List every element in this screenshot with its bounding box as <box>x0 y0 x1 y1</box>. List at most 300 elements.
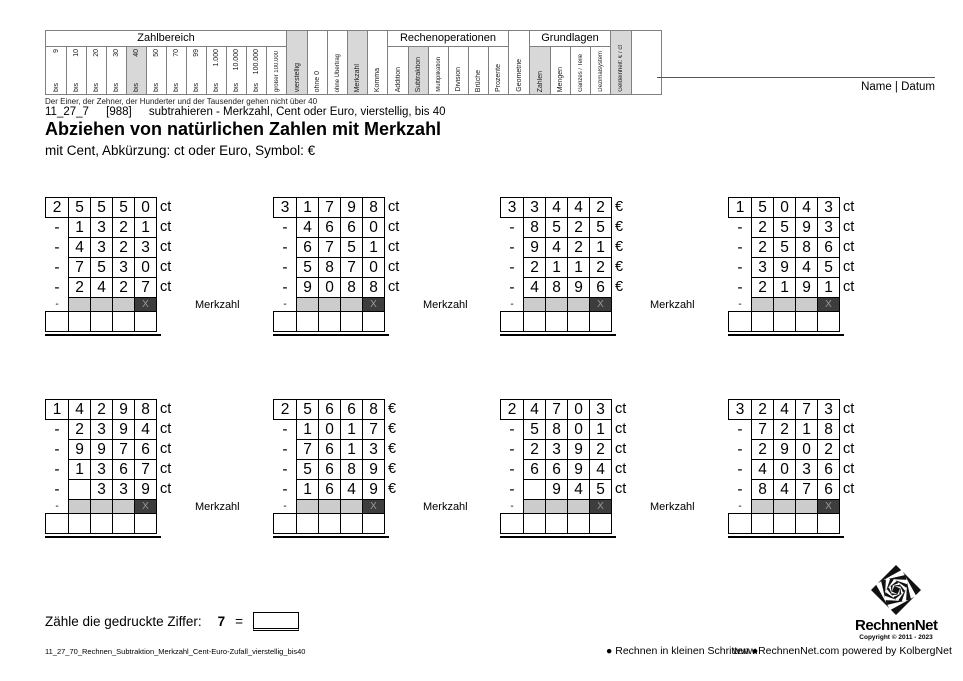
topic-column-bis-70 <box>166 47 186 94</box>
topic-column-label: Addition <box>394 66 402 92</box>
digit-cell: 2 <box>567 217 590 238</box>
merkzahl-cell[interactable] <box>112 297 135 312</box>
minus-sign: - <box>55 299 59 310</box>
merkzahl-cell[interactable] <box>751 297 774 312</box>
topic-columns <box>287 31 387 94</box>
merkzahl-cell[interactable] <box>296 499 319 514</box>
unit-label: € <box>615 219 624 235</box>
result-cell[interactable] <box>795 513 818 534</box>
digit-cell: 0 <box>773 459 796 480</box>
subtraction-problem <box>45 399 271 538</box>
digit-cell: 2 <box>112 217 135 238</box>
subtrahend-row <box>45 237 271 258</box>
digit-cell: 3 <box>817 399 840 420</box>
topic-column-label: bis <box>93 83 100 92</box>
merkzahl-cell[interactable] <box>773 499 796 514</box>
digit-cell: 3 <box>90 459 113 480</box>
result-cell[interactable] <box>523 311 546 332</box>
result-cell[interactable] <box>273 513 297 534</box>
merkzahl-label: Merkzahl <box>423 501 468 513</box>
unit-label: ct <box>843 441 855 457</box>
result-cell[interactable] <box>112 311 135 332</box>
result-cell[interactable] <box>273 311 297 332</box>
digit-cell: 9 <box>134 479 157 500</box>
result-cell[interactable] <box>340 513 363 534</box>
merkzahl-cell[interactable] <box>296 297 319 312</box>
topic-section <box>610 31 661 94</box>
minus-sign: - <box>509 278 515 296</box>
topic-column-addition <box>388 47 408 94</box>
unit-label: € <box>615 239 624 255</box>
merkzahl-cell[interactable] <box>112 499 135 514</box>
unit-label: ct <box>843 461 855 477</box>
digit-cell: 8 <box>817 419 840 440</box>
result-row <box>273 311 499 332</box>
minus-sign: - <box>737 278 743 296</box>
digit-cell: 3 <box>817 217 840 238</box>
digit-cell: 1 <box>362 237 385 258</box>
subtraction-problem <box>273 197 499 336</box>
subtrahend-row <box>273 257 499 278</box>
minuend-row <box>500 399 726 420</box>
topic-section <box>529 31 610 94</box>
digit-cell: 6 <box>318 217 341 238</box>
topic-column-label: bis <box>52 83 60 92</box>
digit-cell: 4 <box>773 479 796 500</box>
topic-column-label: 70 <box>173 49 180 57</box>
digit-cell: 7 <box>795 399 818 420</box>
digit-cell: 4 <box>523 277 546 298</box>
topic-columns <box>388 47 508 94</box>
minus-sign: - <box>509 238 515 256</box>
result-cell[interactable] <box>296 311 319 332</box>
digit-cell: 4 <box>795 257 818 278</box>
digit-cell: 9 <box>112 419 135 440</box>
subtrahend-row <box>728 277 954 298</box>
topic-column-label: Geldeinheit: € / ct <box>618 45 624 92</box>
digit-cell: 9 <box>567 439 590 460</box>
merkzahl-cell[interactable] <box>340 499 363 514</box>
unit-label: ct <box>843 239 855 255</box>
digit-cell: 3 <box>817 197 840 218</box>
result-cell[interactable] <box>567 311 590 332</box>
digit-cell: 0 <box>795 439 818 460</box>
result-cell[interactable] <box>589 311 612 332</box>
digit-cell: 4 <box>545 237 568 258</box>
merkzahl-cell[interactable] <box>68 499 91 514</box>
topic-column-label: bis <box>173 83 180 92</box>
digit-cell: 4 <box>567 479 590 500</box>
subtrahend-row <box>45 439 271 460</box>
digit-cell: 7 <box>134 459 157 480</box>
topic-column-dezimalsystem <box>590 47 610 94</box>
subtrahend-row <box>728 439 954 460</box>
result-cell[interactable] <box>90 513 113 534</box>
result-underline <box>45 536 161 538</box>
unit-label: ct <box>160 259 172 275</box>
minus-sign: - <box>55 501 59 512</box>
subtrahend-row <box>273 277 499 298</box>
digit-cell: 3 <box>362 439 385 460</box>
digit-cell: 5 <box>523 419 546 440</box>
result-cell[interactable] <box>318 311 341 332</box>
merkzahl-cell[interactable] <box>523 297 546 312</box>
result-cell[interactable] <box>134 311 157 332</box>
unit-label: ct <box>388 279 400 295</box>
minus-sign: - <box>509 420 515 438</box>
result-cell[interactable] <box>500 513 524 534</box>
result-cell[interactable] <box>728 513 752 534</box>
topic-column-label: Komma <box>374 67 381 92</box>
merkzahl-label: Merkzahl <box>423 299 468 311</box>
minus-sign: - <box>737 420 743 438</box>
minuend-row <box>273 197 499 218</box>
unit-label: € <box>388 461 397 477</box>
digit-cell: 9 <box>567 459 590 480</box>
merkzahl-cell[interactable] <box>90 297 113 312</box>
rechnennet-logo <box>855 564 937 641</box>
topic-column-label: Prozente <box>495 63 502 92</box>
digit-cell: 6 <box>318 479 341 500</box>
topic-column-bis-10 <box>66 47 86 94</box>
result-cell[interactable] <box>817 311 840 332</box>
merkzahl-label: Merkzahl <box>650 501 695 513</box>
unit-label: ct <box>843 219 855 235</box>
digit-cell: 1 <box>795 419 818 440</box>
digit-cell: 9 <box>773 439 796 460</box>
digit-cell: 4 <box>340 479 363 500</box>
merkzahl-cell[interactable] <box>773 297 796 312</box>
unit-label: € <box>388 421 397 437</box>
unit-label: ct <box>388 259 400 275</box>
count-answer-box[interactable] <box>253 612 299 631</box>
minus-sign: - <box>282 480 288 498</box>
digit-cell: 6 <box>589 277 612 298</box>
digit-cell: 1 <box>45 399 69 420</box>
result-row <box>45 513 271 534</box>
topic-column-label: Mengen <box>557 66 564 92</box>
minus-sign: - <box>54 480 60 498</box>
merkzahl-cell[interactable] <box>545 297 568 312</box>
minus-sign: - <box>282 278 288 296</box>
worksheet-descriptor: subtrahieren - Merkzahl, Cent oder Euro, vierstellig, bis 40 <box>148 106 446 118</box>
topic-column-bis-40 <box>126 47 146 94</box>
minus-sign: - <box>510 299 514 310</box>
result-cell[interactable] <box>795 311 818 332</box>
topic-column-label: Brüche <box>475 69 482 92</box>
count-task-digit: 7 <box>217 613 226 629</box>
merkzahl-cell[interactable] <box>751 499 774 514</box>
digit-cell: 8 <box>545 277 568 298</box>
merkzahl-cell[interactable] <box>795 297 818 312</box>
digit-cell: 0 <box>362 217 385 238</box>
result-cell[interactable] <box>45 311 69 332</box>
topic-column-label: 1.000 <box>213 49 220 67</box>
result-underline <box>45 334 161 336</box>
digit-cell: 6 <box>134 439 157 460</box>
merkzahl-cell[interactable] <box>318 499 341 514</box>
digit-cell: 3 <box>90 479 113 500</box>
minus-sign: - <box>283 299 287 310</box>
digit-cell: 9 <box>90 439 113 460</box>
result-underline <box>500 334 616 336</box>
topic-columns <box>46 47 286 94</box>
digit-cell: 8 <box>318 257 341 278</box>
digit-cell: 3 <box>728 399 752 420</box>
topic-column-label: 50 <box>153 49 160 57</box>
minus-sign: - <box>738 501 742 512</box>
unit-label: ct <box>843 401 855 417</box>
minuend-row <box>500 197 726 218</box>
digit-cell: 6 <box>545 459 568 480</box>
result-cell[interactable] <box>545 513 568 534</box>
unit-label: € <box>615 259 624 275</box>
subtrahend-row <box>45 217 271 238</box>
unit-label: ct <box>843 421 855 437</box>
result-cell[interactable] <box>296 513 319 534</box>
digit-cell: 9 <box>112 399 135 420</box>
digit-cell: 9 <box>296 277 319 298</box>
digit-cell: 2 <box>523 257 546 278</box>
result-row <box>45 311 271 332</box>
result-cell[interactable] <box>90 311 113 332</box>
digit-cell: 5 <box>773 237 796 258</box>
subtrahend-row <box>500 237 726 258</box>
topic-column-label: Multiplikation <box>435 57 442 92</box>
result-cell[interactable] <box>362 311 385 332</box>
merkzahl-cell[interactable] <box>795 499 818 514</box>
merkzahl-cell[interactable] <box>567 297 590 312</box>
merkzahl-cell[interactable] <box>340 297 363 312</box>
digit-cell: 2 <box>112 277 135 298</box>
minuend-row <box>728 399 954 420</box>
digit-cell: 0 <box>567 419 590 440</box>
digit-cell: 4 <box>545 197 568 218</box>
topic-column-ohne-übertrag <box>327 31 347 94</box>
result-cell[interactable] <box>751 513 774 534</box>
digit-cell: 1 <box>589 419 612 440</box>
topic-column-bis-20 <box>86 47 106 94</box>
name-datum-field: Name | Datum <box>657 77 935 93</box>
result-cell[interactable] <box>773 513 796 534</box>
result-cell[interactable] <box>68 311 91 332</box>
topic-column-größer-100-000 <box>266 47 286 94</box>
digit-cell: 1 <box>817 277 840 298</box>
result-cell[interactable] <box>567 513 590 534</box>
digit-cell: 4 <box>523 399 546 420</box>
page-subtitle: mit Cent, Abkürzung: ct oder Euro, Symbol: € <box>45 143 316 158</box>
topic-column-label: ohne 0 <box>314 70 321 92</box>
digit-cell: 4 <box>751 459 774 480</box>
digit-cell: 1 <box>296 419 319 440</box>
subtraction-problem <box>500 197 726 336</box>
topic-column-ohne-0 <box>307 31 327 94</box>
subtraction-problem <box>728 197 954 336</box>
subtrahend-row <box>500 419 726 440</box>
result-cell[interactable] <box>340 311 363 332</box>
digit-cell: 8 <box>545 419 568 440</box>
result-cell[interactable] <box>45 513 69 534</box>
unit-label: ct <box>160 461 172 477</box>
minus-sign: - <box>282 420 288 438</box>
merkzahl-x-cell: X <box>817 297 840 312</box>
unit-label: ct <box>160 421 172 437</box>
minus-sign: - <box>509 258 515 276</box>
digit-cell: 3 <box>112 479 135 500</box>
digit-cell: 8 <box>362 197 385 218</box>
topic-column-label: Ganzes / Teile <box>577 54 584 92</box>
merkzahl-cell[interactable] <box>68 297 91 312</box>
result-cell[interactable] <box>523 513 546 534</box>
subtrahend-row <box>500 217 726 238</box>
merkzahl-cell[interactable] <box>567 499 590 514</box>
result-cell[interactable] <box>751 311 774 332</box>
unit-label: € <box>615 279 624 295</box>
digit-cell: 6 <box>817 237 840 258</box>
result-cell[interactable] <box>68 513 91 534</box>
result-cell[interactable] <box>500 311 524 332</box>
worksheet-filename: 11_27_70_Rechnen_Subtraktion_Merkzahl_Cent-Euro-Zufall_vierstellig_bis40 <box>45 647 306 656</box>
topic-column-label: bis <box>213 83 220 92</box>
minus-sign: - <box>737 440 743 458</box>
digit-cell: 0 <box>134 257 157 278</box>
merkzahl-cell[interactable] <box>545 499 568 514</box>
topic-column-label: 100.000 <box>253 49 260 75</box>
digit-cell: 1 <box>773 277 796 298</box>
merkzahl-cell[interactable] <box>523 499 546 514</box>
merkzahl-cell[interactable] <box>318 297 341 312</box>
result-row <box>728 513 954 534</box>
topic-column-label: bis <box>113 83 120 92</box>
topic-column-label: Merkzahl <box>354 63 361 92</box>
worksheet-code-line <box>45 106 446 118</box>
subtrahend-row <box>273 459 499 480</box>
topic-column-bis-1-000 <box>206 47 226 94</box>
topic-column-subtraktion <box>408 47 428 94</box>
merkzahl-cell[interactable] <box>90 499 113 514</box>
digit-cell: 0 <box>134 197 157 218</box>
topic-column-ganzes-teile <box>570 47 590 94</box>
digit-cell: 8 <box>134 399 157 420</box>
minus-sign: - <box>282 238 288 256</box>
unit-label: ct <box>843 259 855 275</box>
unit-label: ct <box>615 421 627 437</box>
topic-column-bis-100-000 <box>246 47 266 94</box>
digit-cell: 5 <box>296 399 319 420</box>
subtrahend-row <box>273 439 499 460</box>
result-cell[interactable] <box>362 513 385 534</box>
digit-cell: 5 <box>589 217 612 238</box>
result-cell[interactable] <box>773 311 796 332</box>
digit-cell: 9 <box>523 237 546 258</box>
digit-cell: 5 <box>340 237 363 258</box>
minuend-row <box>728 197 954 218</box>
digit-cell: 2 <box>751 277 774 298</box>
digit-cell: 1 <box>340 439 363 460</box>
merkzahl-x-cell: X <box>362 297 385 312</box>
digit-cell: 7 <box>340 257 363 278</box>
result-underline <box>273 536 389 538</box>
topic-column-prozente <box>488 47 508 94</box>
digit-cell: 3 <box>523 197 546 218</box>
equals-sign: = <box>235 613 243 629</box>
digit-cell: 8 <box>795 237 818 258</box>
unit-label: € <box>388 401 397 417</box>
digit-cell: 4 <box>68 237 91 258</box>
result-cell[interactable] <box>112 513 135 534</box>
minus-sign: - <box>509 218 515 236</box>
digit-cell: 0 <box>318 419 341 440</box>
subtrahend-row <box>45 257 271 278</box>
digit-cell: 5 <box>90 257 113 278</box>
unit-label: ct <box>843 279 855 295</box>
subtrahend-row <box>45 277 271 298</box>
topic-column-bis-9 <box>46 47 66 94</box>
minus-sign: - <box>737 218 743 236</box>
result-cell[interactable] <box>589 513 612 534</box>
digit-cell: 3 <box>134 237 157 258</box>
digit-cell: 1 <box>728 197 752 218</box>
count-task <box>45 611 299 631</box>
digit-cell: 7 <box>134 277 157 298</box>
subtrahend-row <box>500 277 726 298</box>
result-row <box>500 513 726 534</box>
result-cell[interactable] <box>728 311 752 332</box>
digit-cell: 4 <box>68 399 91 420</box>
result-cell[interactable] <box>134 513 157 534</box>
digit-cell: 2 <box>817 439 840 460</box>
topic-columns <box>611 31 661 94</box>
worksheet-ref: [988] <box>106 106 132 118</box>
unit-label: ct <box>388 219 400 235</box>
digit-cell: 4 <box>589 459 612 480</box>
result-cell[interactable] <box>545 311 568 332</box>
topic-column-label: 10 <box>73 49 80 57</box>
digit-cell: 1 <box>589 237 612 258</box>
result-cell[interactable] <box>318 513 341 534</box>
digit-cell: 8 <box>340 459 363 480</box>
minus-sign: - <box>54 278 60 296</box>
digit-cell: 2 <box>751 217 774 238</box>
subtrahend-row <box>728 237 954 258</box>
digit-cell: 4 <box>90 277 113 298</box>
topic-column-bis-50 <box>146 47 166 94</box>
digit-cell: 8 <box>523 217 546 238</box>
digit-cell: 6 <box>318 459 341 480</box>
unit-label: ct <box>615 441 627 457</box>
topic-column-bis-30 <box>106 47 126 94</box>
topic-column-merkzahl <box>347 31 367 94</box>
unit-label: ct <box>388 239 400 255</box>
result-cell[interactable] <box>817 513 840 534</box>
minus-sign: - <box>737 460 743 478</box>
result-underline <box>500 536 616 538</box>
minus-sign: - <box>510 501 514 512</box>
minus-sign: - <box>54 258 60 276</box>
digit-cell: 8 <box>362 277 385 298</box>
subtrahend-row <box>273 419 499 440</box>
topic-table <box>45 30 662 95</box>
topic-note: Der Einer, der Zehner, der Hunderter und der Tausender gehen nicht über 40 <box>45 97 318 106</box>
unit-label: ct <box>160 279 172 295</box>
topic-section <box>387 31 508 94</box>
minus-sign: - <box>54 420 60 438</box>
minus-sign: - <box>737 238 743 256</box>
digit-cell: 3 <box>112 257 135 278</box>
topic-column-label: Subtraktion <box>415 56 422 92</box>
topic-column-label: Geometrie <box>515 59 523 92</box>
minus-sign: - <box>737 480 743 498</box>
